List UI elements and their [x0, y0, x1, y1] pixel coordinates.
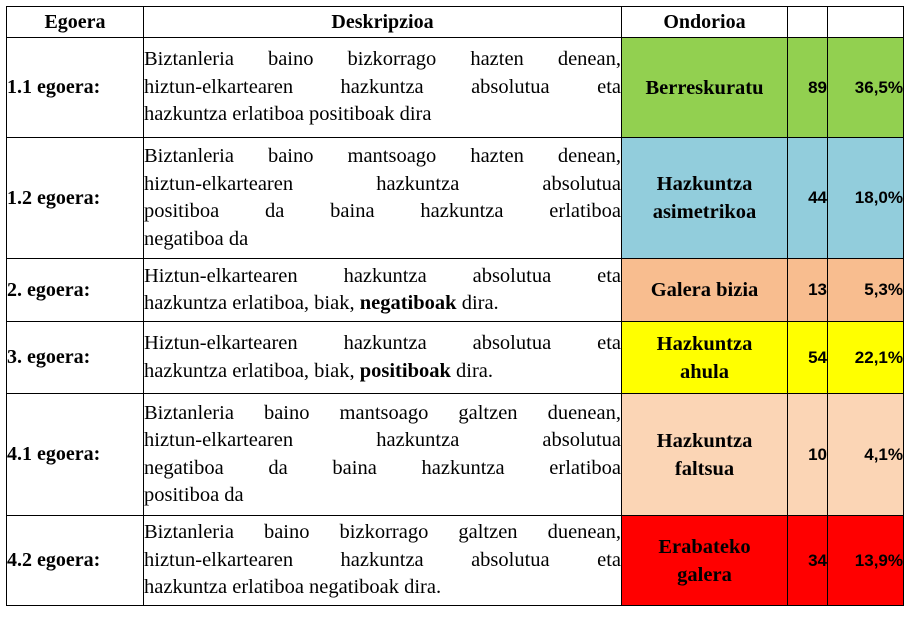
description-emphasis: negatiboak — [359, 292, 457, 314]
count-cell: 10 — [788, 394, 828, 516]
outcome-cell — [622, 138, 788, 259]
state-cell: 4.1 egoera: — [7, 394, 144, 516]
state-cell: 3. egoera: — [7, 322, 144, 394]
description-cell — [144, 516, 622, 606]
table-row — [7, 322, 904, 394]
percent-cell: 4,1% — [828, 394, 904, 516]
description-emphasis: positiboak — [359, 359, 451, 382]
outcome-label: galera — [677, 563, 732, 586]
outcome-cell — [622, 394, 788, 516]
description-line: Hiztun-elkartearen hazkuntza absolutua eta — [144, 332, 621, 354]
outcome-cell — [622, 322, 788, 394]
description-cell — [144, 38, 622, 138]
table-row — [7, 516, 904, 606]
description-line — [144, 290, 621, 318]
header-outcome: Ondorioa — [622, 7, 788, 38]
percent-cell: 5,3% — [828, 259, 904, 322]
table-row — [7, 394, 904, 516]
description-line: hiztun-elkartearen hazkuntza absolutua — [144, 429, 621, 451]
header-description: Deskripzioa — [144, 7, 622, 38]
description-line: Biztanleria baino bizkorrago galtzen duenean, — [144, 521, 621, 544]
percent-cell: 22,1% — [828, 322, 904, 394]
description-line: negatiboa da baina hazkuntza erlatiboa — [144, 456, 621, 479]
state-cell: 1.1 egoera: — [7, 38, 144, 138]
outcome-cell — [622, 259, 788, 322]
description-cell — [144, 259, 622, 322]
outcome-label: Hazkuntza — [656, 429, 753, 452]
description-line: negatiboa da — [144, 227, 249, 250]
outcome-label: Erabateko — [658, 535, 751, 558]
count-cell: 89 — [788, 38, 828, 138]
outcome-label: Hazkuntza — [656, 173, 753, 195]
description-line: Hiztun-elkartearen hazkuntza absolutua eta — [144, 264, 621, 287]
count-cell: 44 — [788, 138, 828, 259]
description-line: positiboa da baina hazkuntza erlatiboa — [144, 200, 621, 222]
header-percent — [828, 7, 904, 38]
outcome-label: faltsua — [674, 457, 735, 480]
count-cell: 13 — [788, 259, 828, 322]
percent-cell: 36,5% — [828, 38, 904, 138]
situations-table — [6, 6, 904, 606]
outcome-label: asimetrikoa — [652, 201, 757, 223]
description-text: dira. — [456, 292, 499, 314]
table-row — [7, 138, 904, 259]
description-line: hiztun-elkartearen hazkuntza absolutua eta — [144, 548, 621, 571]
count-cell: 34 — [788, 516, 828, 606]
percent-cell: 18,0% — [828, 138, 904, 259]
description-line: hazkuntza erlatiboa negatiboak dira. — [144, 576, 442, 599]
state-cell: 1.2 egoera: — [7, 138, 144, 259]
outcome-cell — [622, 516, 788, 606]
outcome-label: Galera bizia — [650, 279, 759, 301]
description-line: hazkuntza erlatiboa positiboak dira — [144, 103, 432, 126]
description-line: hiztun-elkartearen hazkuntza absolutua eta — [144, 75, 621, 98]
description-text: hazkuntza erlatiboa, biak, — [144, 359, 360, 382]
table-row — [7, 38, 904, 138]
description-cell — [144, 138, 622, 259]
header-state: Egoera — [7, 7, 144, 38]
description-line: positiboa da — [144, 484, 244, 506]
description-cell — [144, 394, 622, 516]
header-count — [788, 7, 828, 38]
header-row — [7, 7, 904, 38]
description-text: dira. — [450, 359, 494, 382]
percent-cell: 13,9% — [828, 516, 904, 606]
description-line: Biztanleria baino mantsoago hazten denean, — [144, 145, 621, 167]
description-text: hazkuntza erlatiboa, biak, — [144, 292, 360, 314]
state-cell: 2. egoera: — [7, 259, 144, 322]
state-cell: 4.2 egoera: — [7, 516, 144, 606]
description-line — [144, 358, 621, 386]
outcome-label: Hazkuntza — [656, 332, 753, 355]
outcome-label: ahula — [680, 360, 729, 383]
description-line: Biztanleria baino mantsoago galtzen duenean, — [144, 401, 621, 424]
outcome-label: Berreskuratu — [645, 76, 764, 99]
description-cell — [144, 322, 622, 394]
description-line: Biztanleria baino bizkorrago hazten denean, — [144, 48, 621, 71]
description-line: hiztun-elkartearen hazkuntza absolutua — [144, 172, 621, 195]
count-cell: 54 — [788, 322, 828, 394]
outcome-cell — [622, 38, 788, 138]
table-row — [7, 259, 904, 322]
